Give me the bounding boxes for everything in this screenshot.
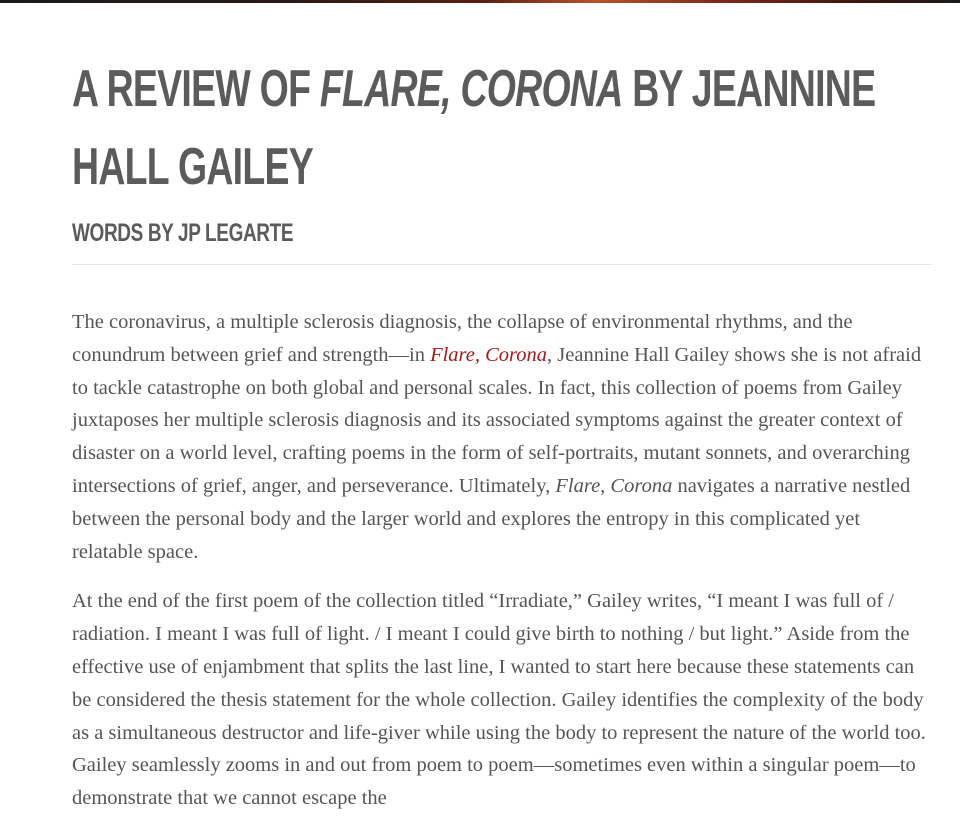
paragraph-1-text-a: The coronavirus, a multiple sclerosis diagnosis, the collapse of environmental rhythms, and the conundrum between grief and strength—in (72, 311, 853, 366)
title-suffix: BY JEANNINE HALL GAILEY (72, 60, 876, 196)
article (72, 0, 932, 810)
book-link[interactable]: Flare, Corona (430, 343, 548, 366)
article-body (72, 306, 932, 832)
paragraph-1-text-b: , Jeannine Hall Gailey shows she is not afraid to tackle catastrophe on both global and personal scales. In fact, this collection of poems from Gailey juxtaposes her multiple sclerosis diagnosis and its associated symptoms against the greater context of disaster on a world level, crafting poems in the form of self-portraits, mutant sonnets, and overarching intersections of grief, anger, and perseverance. Ultimately, (72, 343, 922, 497)
paragraph-1 (72, 306, 932, 568)
byline: WORDS BY JP LEGARTE (72, 219, 294, 247)
divider (72, 264, 932, 265)
title-book: FLARE, CORONA (319, 60, 623, 118)
title-prefix: A REVIEW OF (72, 60, 320, 118)
book-title-italic: Flare, Corona (555, 474, 673, 497)
paragraph-1-text-c: navigates a narrative nestled between the personal body and the larger world and explores the entropy in this complicated yet relatable space. (72, 474, 911, 563)
page-title (72, 0, 929, 206)
paragraph-2: At the end of the first poem of the collection titled “Irradiate,” Gailey writes, “I meant I was full of / radiation. I meant I was full of light. / I meant I could give birth to nothing / but light.” Aside from the effective use of enjambment that splits the last line, I wanted to start here because these statements can be considered the thesis statement for the whole collection. Gailey identifies the complexity of the body as a simultaneous destructor and life-giver while using the body to represent the nature of the world too. Gailey seamlessly zooms in and out from poem to poem—sometimes even within a singular poem—to demonstrate that we cannot escape the (72, 590, 926, 810)
